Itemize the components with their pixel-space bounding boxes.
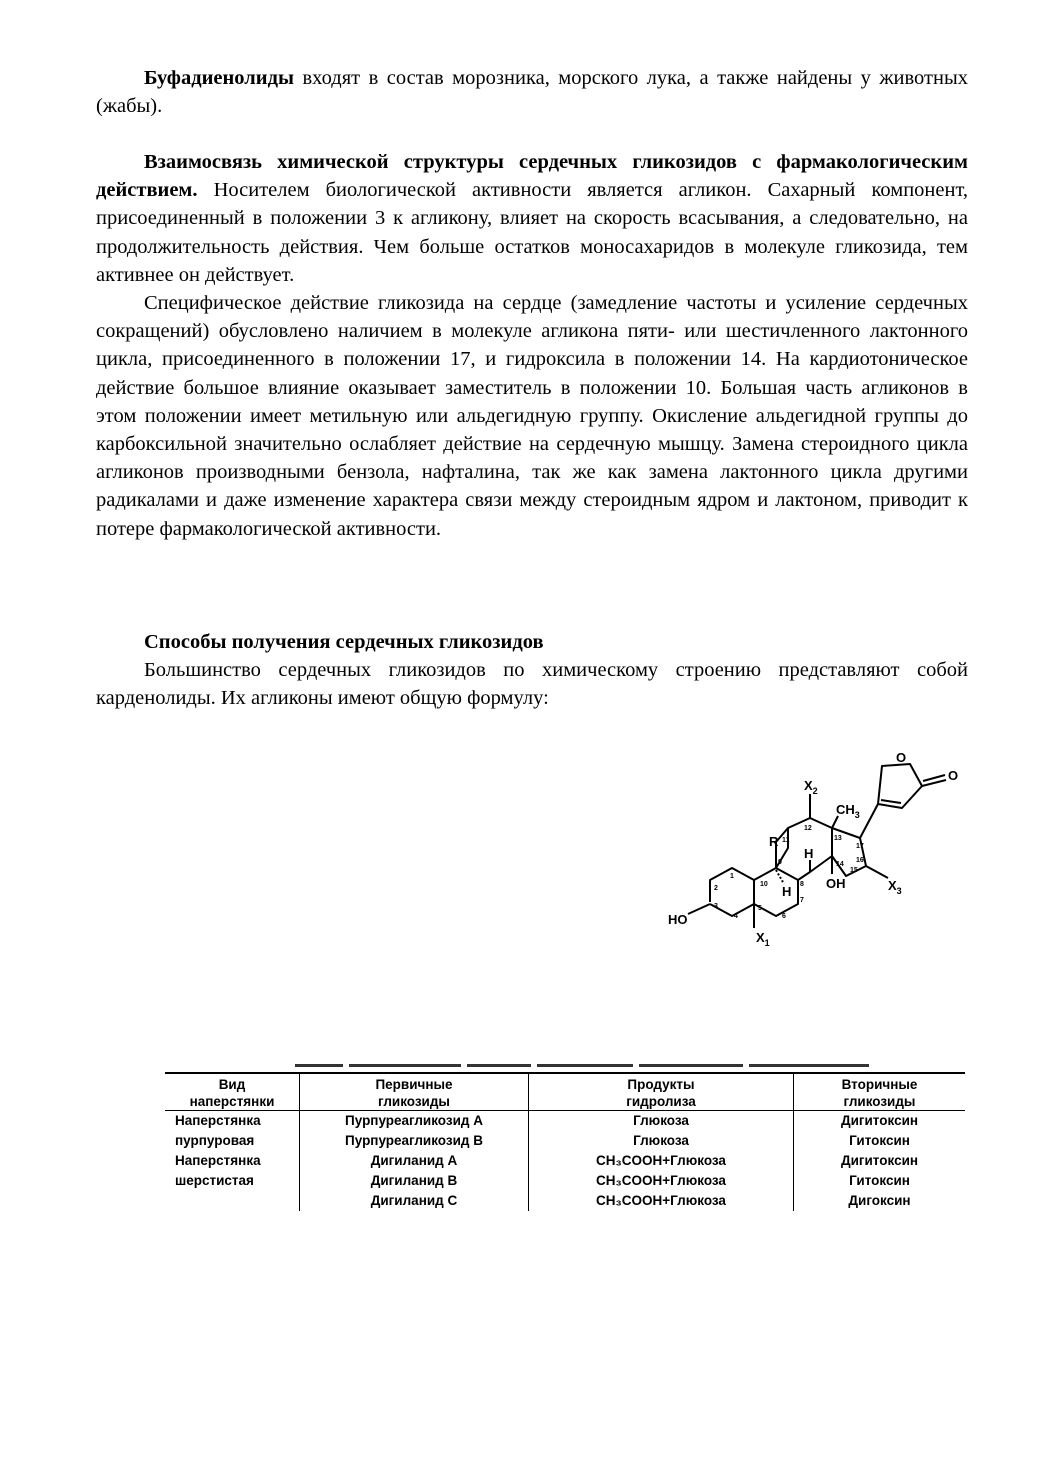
- bond-c16-x3: [866, 866, 888, 878]
- primary-glycosides-cell: Пурпуреагликозид А Пурпуреагликозид В Дигиланид А Дигиланид В Дигиланид С: [300, 1111, 529, 1212]
- paragraph-text: Носителем биологической активности является агликон. Сахарный компонент, присоединенный в положении 3 к агликону, влияет на скорость всасывания, а следовательно, на продолжительность действия. Чем больше остатков моносахаридов в молекуле гликозида, тем активнее он действует.: [96, 179, 968, 286]
- atom-number-15: 15: [850, 867, 858, 874]
- atom-number-16: 16: [856, 857, 864, 864]
- atom-number-9: 9: [778, 859, 782, 866]
- glycosides-table: [165, 1072, 965, 1211]
- label-ho: HO: [668, 912, 688, 927]
- label-ch3: $CH_3$: [836, 802, 860, 820]
- atom-number-6: 6: [782, 913, 786, 920]
- label-h-mid: H: [782, 884, 792, 899]
- atom-number-4: 4: [734, 913, 738, 920]
- atom-number-12: 12: [804, 825, 812, 832]
- header-hydrolysis-products: Продукты гидролиза: [529, 1073, 794, 1111]
- atom-number-3: 3: [714, 903, 718, 910]
- section-heading-preparation: Способы получения сердечных гликозидов: [144, 631, 544, 653]
- cropped-caption-remnant: [295, 1064, 885, 1069]
- header-secondary-glycosides: Вторичные гликозиды: [794, 1073, 966, 1111]
- lactone-double-bond: [881, 800, 901, 803]
- atom-number-13: 13: [834, 835, 842, 842]
- atom-number-2: 2: [714, 885, 718, 892]
- label-r: R: [769, 834, 779, 849]
- glycosides-table-block: [165, 1064, 965, 1224]
- atom-number-11: 11: [782, 837, 790, 844]
- label-o-keto: O: [948, 768, 959, 783]
- secondary-glycosides-cell: Дигитоксин Гитоксин Дигитоксин Гитоксин Дигоксин: [794, 1111, 966, 1212]
- label-x3: $X_3$: [888, 878, 902, 896]
- header-primary-glycosides: Первичные гликозиды: [300, 1073, 529, 1111]
- atom-number-10: 10: [760, 881, 768, 888]
- term-bufadienolides: Буфадиенолиды: [144, 67, 294, 89]
- atom-number-1: 1: [730, 873, 734, 880]
- formula-drawing: [660, 742, 970, 962]
- label-oh: OH: [826, 876, 846, 891]
- atom-number-7: 7: [800, 897, 804, 904]
- paragraph-text: входят в состав морозника, морского лука, а также найдены у животных (жабы).: [96, 67, 968, 118]
- cardenolide-formula: [660, 742, 970, 962]
- hydrolysis-products-cell: Глюкоза Глюкоза CH₃COOH+Глюкоза CH₃COOH+Глюкоза CH₃COOH+Глюкоза: [529, 1111, 794, 1212]
- species-cell: Наперстянка пурпуровая Наперстянка шерстистая: [175, 1113, 261, 1188]
- atom-number-5: 5: [758, 905, 762, 912]
- paragraph-cardenolides: Большинство сердечных гликозидов по химическому строению представляют собой карденолиды. Их агликоны имеют общую формулу:: [96, 659, 968, 710]
- section-title-structure-activity: Взаимосвязь химической структуры сердечных гликозидов с фармакологическим действием.: [96, 151, 968, 202]
- label-o-ring: O: [896, 750, 907, 765]
- atom-number-8: 8: [800, 881, 804, 888]
- atom-number-17: 17: [856, 843, 864, 850]
- table-body-row: [165, 1111, 965, 1212]
- paragraph-structure-activity: [96, 148, 968, 289]
- table-header-row: [165, 1073, 965, 1111]
- label-x1: $X_1$: [756, 930, 770, 948]
- paragraph-specific-action: Специфическое действие гликозида на сердце (замедление частоты и усиление сердечных сокращений) обусловлено наличием в молекуле агликона пяти- или шестичленного лактонного цикла, присоединенного в положении 17, и гидроксила в положении 14. На кардиотоническое действие большое влияние оказывает заместитель в положении 10. Большая часть агликонов в этом положении имеет метильную или альдегидную группу. Окисление альдегидной группы до карбоксильной значительно ослабляет действие на сердечную мышцу. Замена стероидного цикла агликонов производными бензола, нафталина, так же как замена лактонного цикла другими радикалами и даже изменение характера связи между стероидным ядром и лактоном, приводит к потере фармакологической активности.: [96, 292, 968, 540]
- label-h-top: H: [804, 846, 814, 861]
- atom-number-14: 14: [836, 861, 844, 868]
- header-species: Вид наперстянки: [165, 1073, 300, 1111]
- bond-c17-lactone: [860, 804, 878, 838]
- label-x2: $X_2$: [804, 778, 818, 796]
- bond-c3-ho: [688, 904, 710, 914]
- paragraph-bufadienolides: [96, 64, 968, 120]
- bond-c13-ch3: [832, 816, 838, 828]
